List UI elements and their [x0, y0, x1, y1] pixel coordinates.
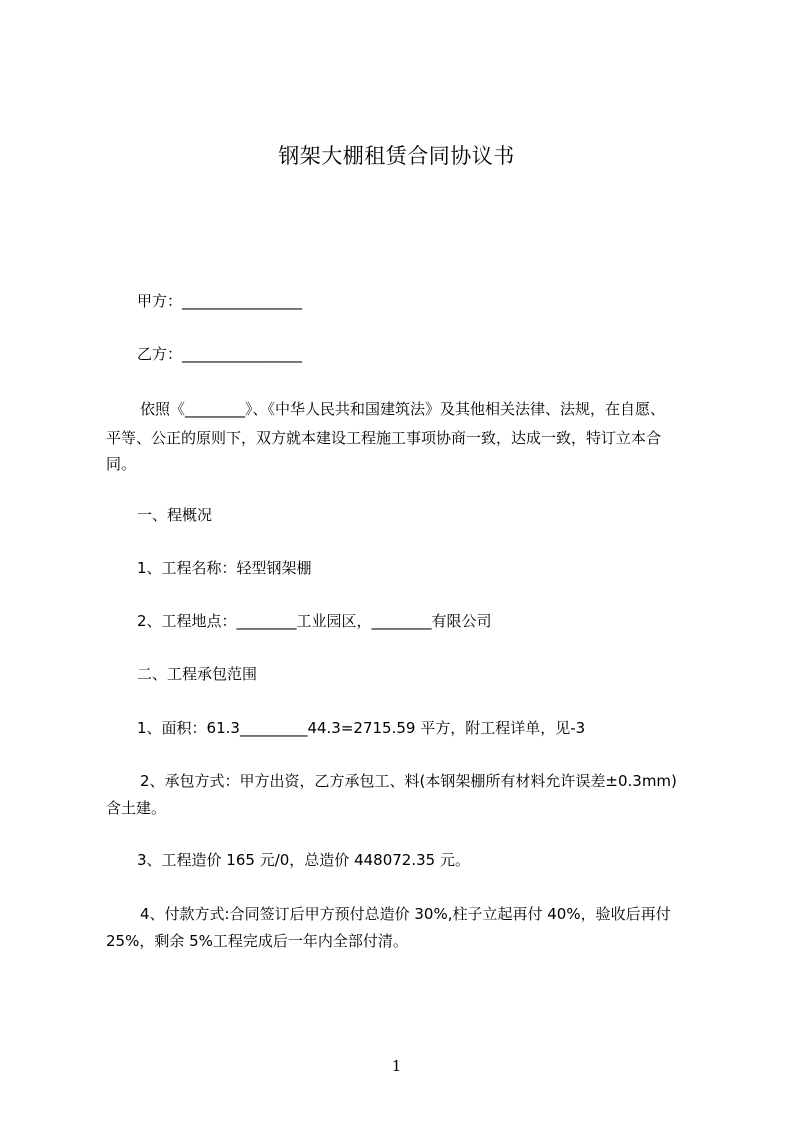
project-location-line: 2、工程地点：________工业园区，________有限公司	[137, 612, 492, 630]
party-b-line: 乙方：________________	[137, 345, 303, 363]
document-title: 钢架大棚租赁合同协议书	[278, 144, 515, 168]
contract-mode-line-1: 2、承包方式：甲方出资，乙方承包工、料(本钢架棚所有材料允许误差±0.3mm)	[140, 772, 677, 790]
preamble-line-3: 同。	[106, 455, 137, 473]
preamble-line-1: 依照《________》、《中华人民共和国建筑法》及其他相关法律、法规，在自愿、	[140, 400, 666, 418]
payment-line-2: 25%，剩余 5%工程完成后一年内全部付清。	[106, 932, 408, 950]
project-name-line: 1、工程名称：轻型钢架棚	[137, 559, 312, 577]
cost-line: 3、工程造价 165 元/0，总造价 448072.35 元。	[137, 851, 470, 869]
area-line: 1、面积：61.3_________44.3=2715.59 平方，附工程详单，见-3	[137, 719, 586, 737]
section-heading-scope: 二、工程承包范围	[137, 665, 258, 683]
preamble-line-2: 平等、公正的原则下，双方就本建设工程施工事项协商一致，达成一致，特订立本合	[106, 429, 662, 447]
party-a-line: 甲方：________________	[137, 292, 303, 310]
page-number: 1	[391, 1057, 402, 1075]
section-heading-overview: 一、程概况	[137, 506, 213, 524]
payment-line-1: 4、付款方式:合同签订后甲方预付总造价 30%,柱子立起再付 40%，验收后再付	[140, 905, 671, 923]
contract-mode-line-2: 含土建。	[106, 799, 167, 817]
